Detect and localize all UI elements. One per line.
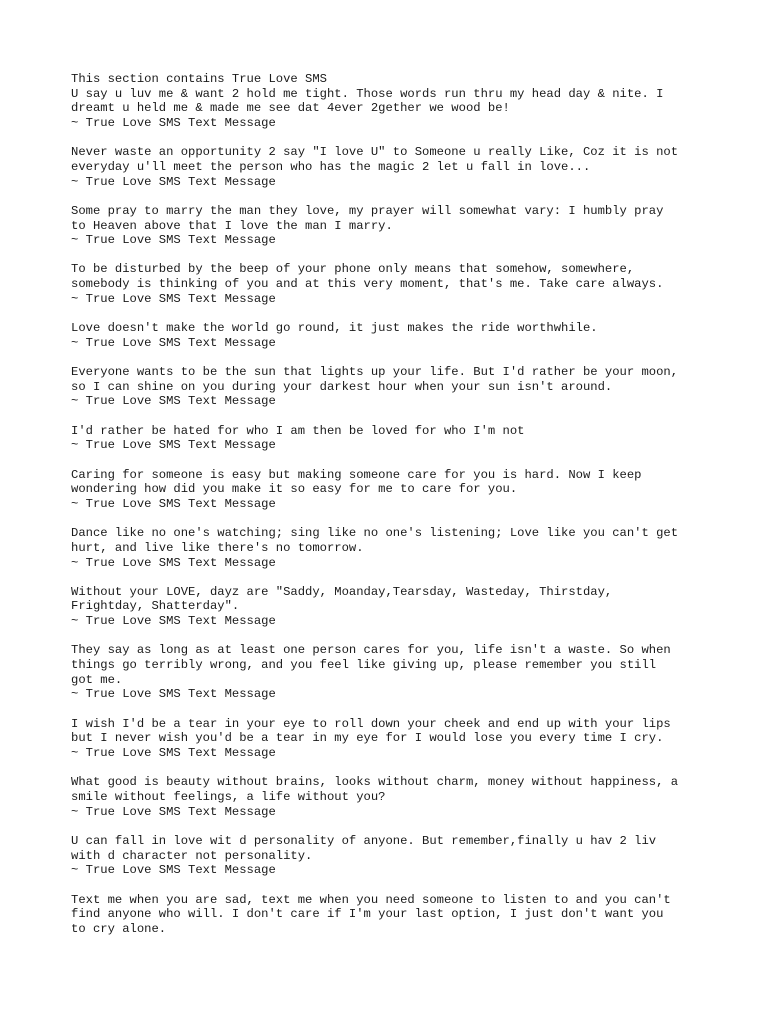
message-signature: ~ True Love SMS Text Message	[71, 291, 276, 306]
message-signature: ~ True Love SMS Text Message	[71, 746, 276, 761]
sms-message	[71, 204, 711, 248]
message-signature: ~ True Love SMS Text Message	[71, 555, 276, 570]
sms-message	[71, 468, 711, 512]
message-text-line: but I never wish you'd be a tear in my eye for I would lose you every time I cry.	[71, 731, 664, 746]
message-signature: ~ True Love SMS Text Message	[71, 438, 276, 453]
sms-message	[71, 424, 711, 453]
message-text-line: What good is beauty without brains, looks without charm, money without happiness, a	[71, 775, 679, 790]
sms-message	[71, 365, 711, 409]
message-signature: ~ True Love SMS Text Message	[71, 115, 276, 130]
document-page	[71, 72, 711, 951]
message-signature: ~ True Love SMS Text Message	[71, 335, 276, 350]
message-list	[71, 87, 711, 937]
sms-message	[71, 145, 711, 189]
message-text-line: Caring for someone is easy but making someone care for you is hard. Now I keep	[71, 467, 642, 482]
message-text-line: They say as long as at least one person cares for you, life isn't a waste. So when	[71, 643, 671, 658]
message-signature: ~ True Love SMS Text Message	[71, 496, 276, 511]
message-signature: ~ True Love SMS Text Message	[71, 863, 276, 878]
sms-message	[71, 262, 711, 306]
message-signature: ~ True Love SMS Text Message	[71, 614, 276, 629]
message-text-line: I'd rather be hated for who I am then be loved for who I'm not	[71, 423, 525, 438]
message-signature: ~ True Love SMS Text Message	[71, 804, 276, 819]
message-text-line: Without your LOVE, dayz are "Saddy, Moanday,Tearsday, Wasteday, Thirstday,	[71, 584, 613, 599]
sms-message	[71, 775, 711, 819]
message-text-line: I wish I'd be a tear in your eye to roll down your cheek and end up with your lips	[71, 716, 671, 731]
message-text-line: to Heaven above that I love the man I marry.	[71, 218, 393, 233]
message-signature: ~ True Love SMS Text Message	[71, 233, 276, 248]
message-text-line: Love doesn't make the world go round, it just makes the ride worthwhile.	[71, 321, 598, 336]
message-text-line: Everyone wants to be the sun that lights up your life. But I'd rather be your moon,	[71, 365, 679, 380]
message-text-line: somebody is thinking of you and at this very moment, that's me. Take care always.	[71, 277, 664, 292]
message-text-line: so I can shine on you during your darkest hour when your sun isn't around.	[71, 379, 613, 394]
message-text-line: Dance like no one's watching; sing like no one's listening; Love like you can't get	[71, 526, 679, 541]
sms-message	[71, 321, 711, 350]
message-text-line: things go terribly wrong, and you feel like giving up, please remember you still	[71, 658, 657, 673]
message-text-line: hurt, and live like there's no tomorrow.	[71, 540, 364, 555]
sms-message	[71, 585, 711, 629]
message-text-line: Never waste an opportunity 2 say "I love U" to Someone u really Like, Coz it is not	[71, 145, 679, 160]
message-text-line: got me.	[71, 672, 123, 687]
message-text-line: find anyone who will. I don't care if I'm your last option, I just don't want you	[71, 907, 664, 922]
message-signature: ~ True Love SMS Text Message	[71, 394, 276, 409]
sms-message	[71, 526, 711, 570]
message-signature: ~ True Love SMS Text Message	[71, 687, 276, 702]
message-text-line: smile without feelings, a life without you?	[71, 789, 386, 804]
message-text-line: with d character not personality.	[71, 848, 313, 863]
message-text-line: wondering how did you make it so easy for me to care for you.	[71, 482, 518, 497]
message-text-line: To be disturbed by the beep of your phone only means that somehow, somewhere,	[71, 262, 635, 277]
message-text-line: dreamt u held me & made me see dat 4ever 2gether we wood be!	[71, 101, 510, 116]
sms-message	[71, 717, 711, 761]
message-text-line: Frightday, Shatterday".	[71, 599, 240, 614]
message-text-line: to cry alone.	[71, 921, 167, 936]
message-text-line: Text me when you are sad, text me when you need someone to listen to and you can't	[71, 892, 671, 907]
sms-message	[71, 643, 711, 702]
sms-message	[71, 834, 711, 878]
section-intro: This section contains True Love SMS	[71, 72, 327, 86]
message-text-line: everyday u'll meet the person who has the magic 2 let u fall in love...	[71, 159, 591, 174]
sms-message	[71, 893, 711, 937]
message-text-line: Some pray to marry the man they love, my prayer will somewhat vary: I humbly pray	[71, 203, 664, 218]
sms-message	[71, 87, 711, 131]
message-text-line: U say u luv me & want 2 hold me tight. Those words run thru my head day & nite. I	[71, 86, 664, 101]
message-text-line: U can fall in love wit d personality of anyone. But remember,finally u hav 2 liv	[71, 833, 657, 848]
message-signature: ~ True Love SMS Text Message	[71, 174, 276, 189]
